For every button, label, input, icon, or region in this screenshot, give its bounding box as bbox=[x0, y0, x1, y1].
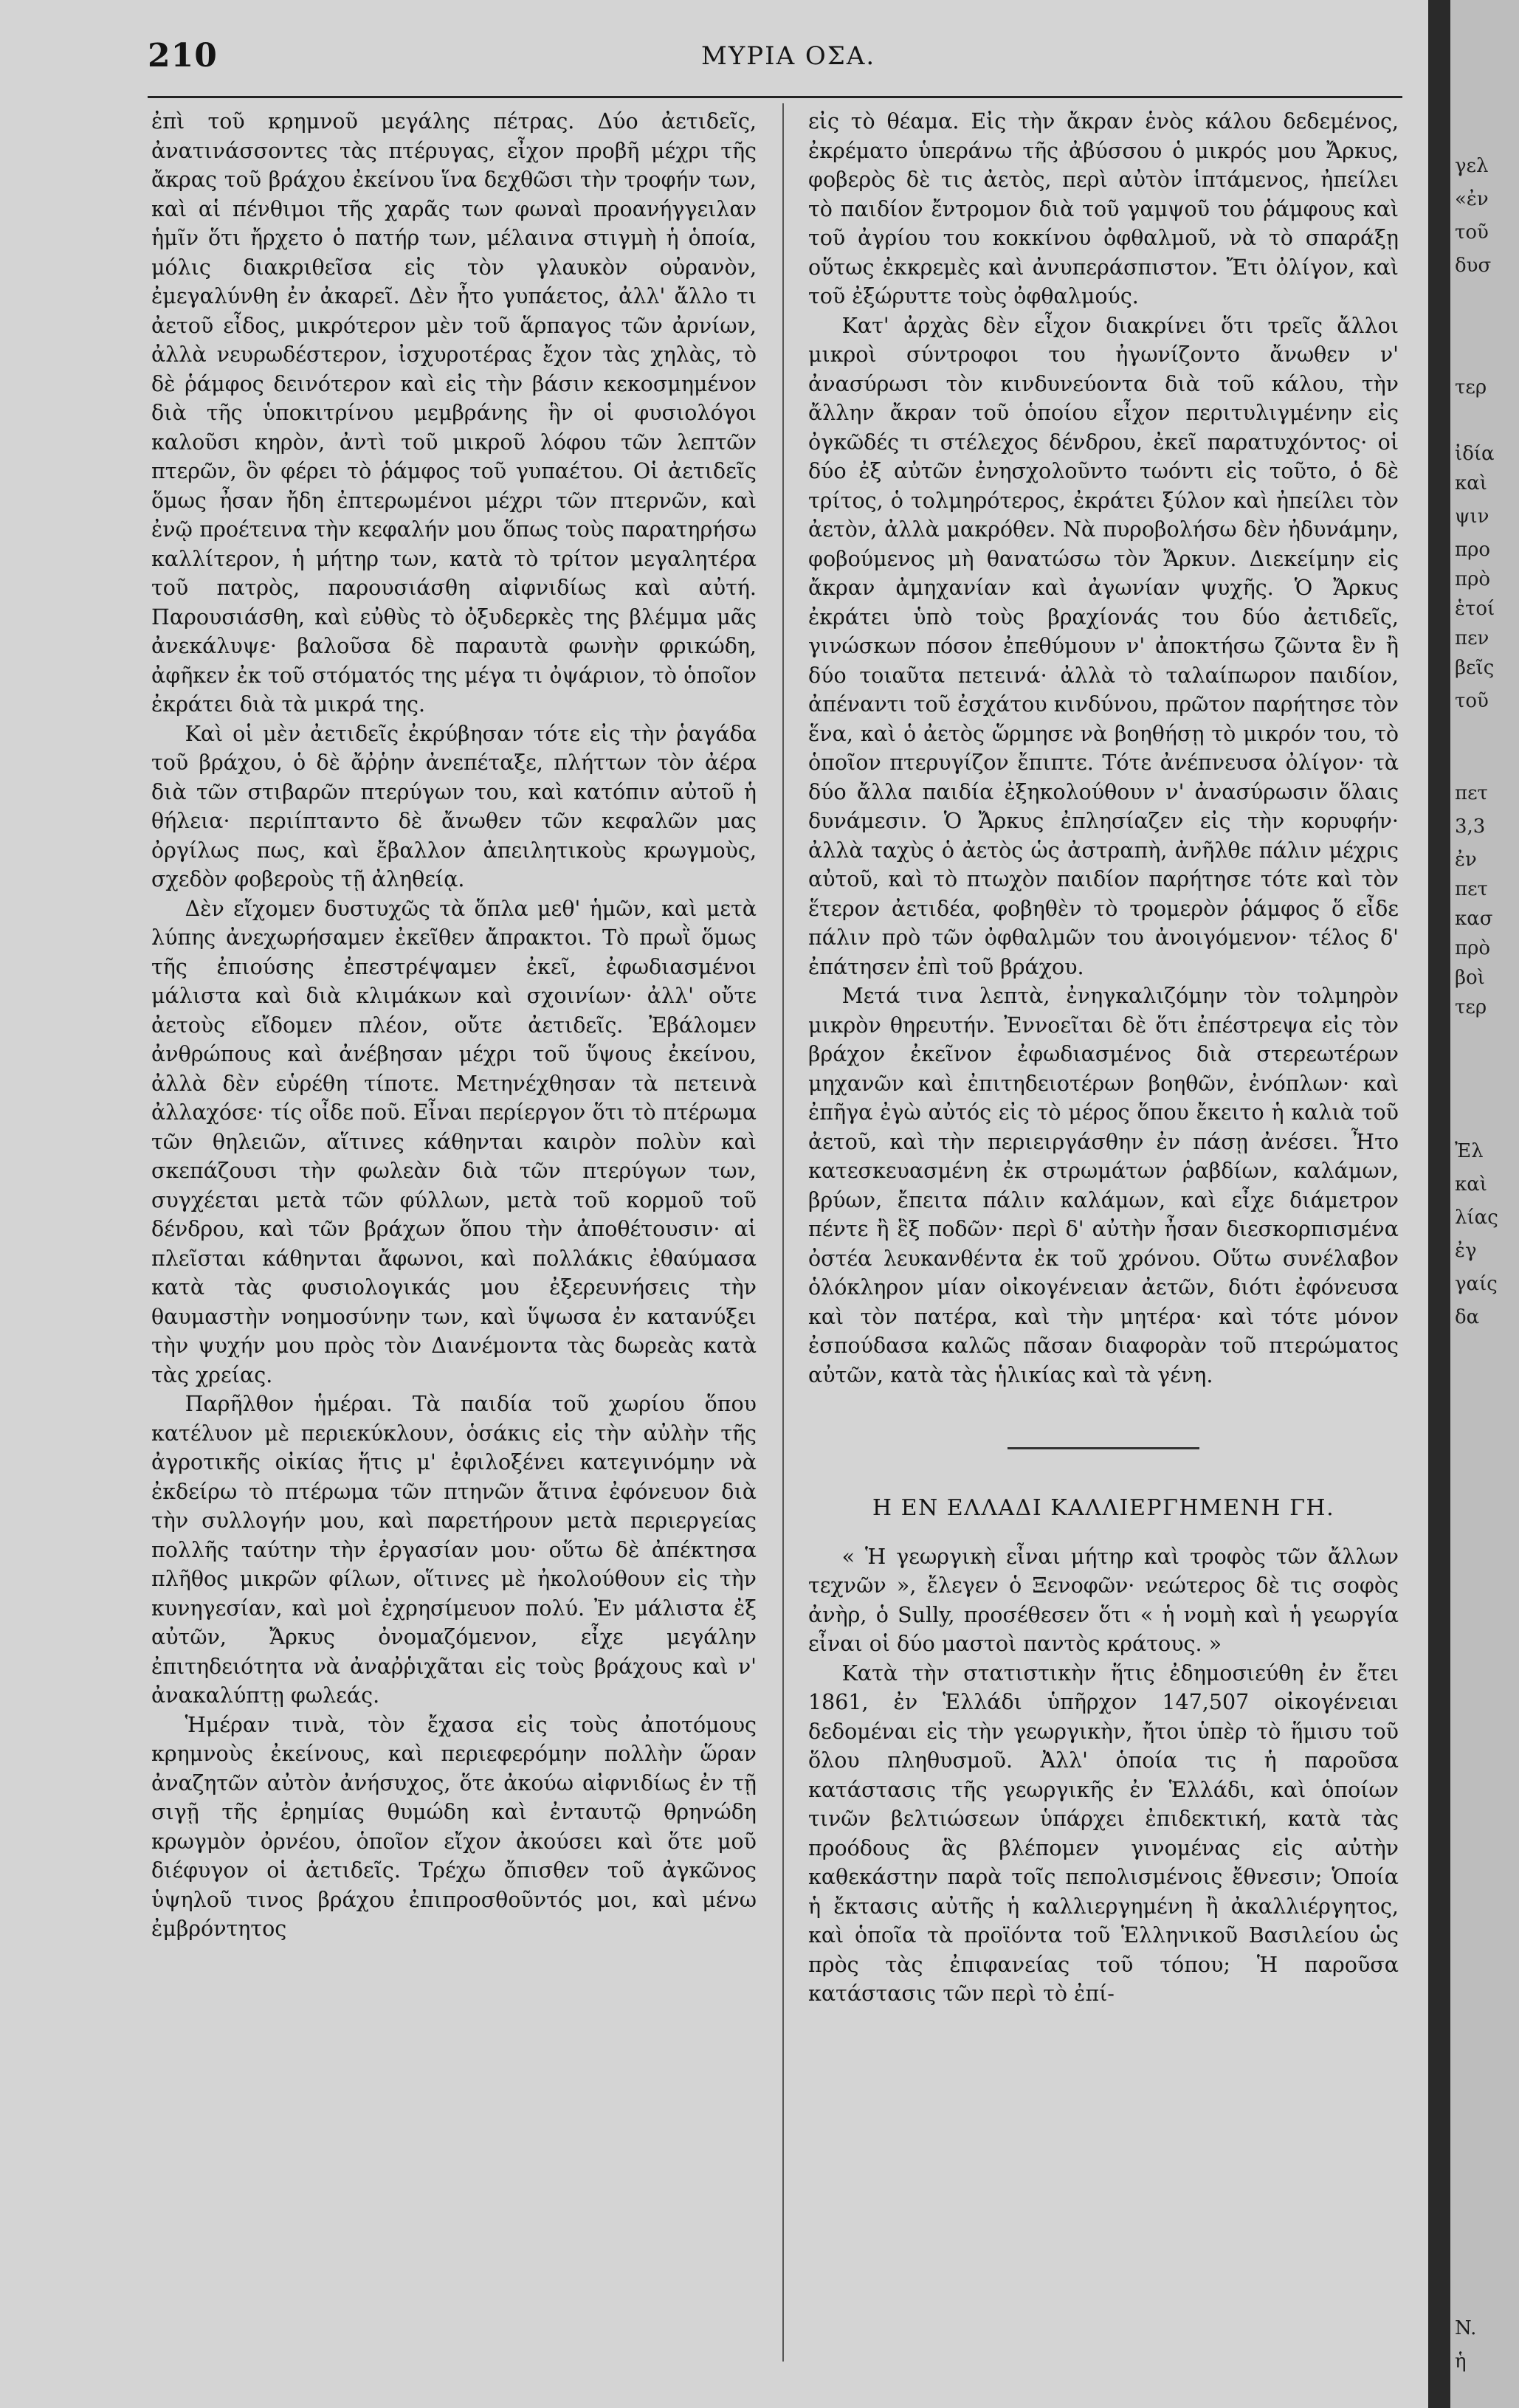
right-paragraph-2: Κατ' ἀρχὰς δὲν εἶχον διακρίνει ὅτι τρεῖς ἄλλοι μικροὶ σύντροφοι του ἠγωνίζοντο ἄνωθεν ν' ἀνασύρωσι τὸν κινδυνεύοντα διὰ τοῦ κάλου, τὴν ἄλλην ἄκραν τοῦ ὁποίου εἶχον περιτυλιγμένην εἰς ὀγκῶδές τι στέλεχος δένδρου, ἐκεῖ παρατυχόντος· οἱ δύο ἐξ αὐτῶν ἐνησχολοῦντο τωόντι εἰς τοῦτο, ὁ δὲ τρίτος, ὁ τολμηρότερος, ἐκράτει ξύλον καὶ ἠπείλει τὸν ἀετὸν, ἀλλὰ μακρόθεν. Νὰ πυροβολήσω δὲν ἠδυνάμην, φοβούμενος μὴ θανατώσω τὸν Ἄρκυν. Διεκείμην εἰς ἄκραν ἀμηχανίαν καὶ ἀγωνίαν ψυχῆς. Ὁ Ἄρκυς ἐκράτει ὑπὸ τοὺς βραχίονάς του δύο ἀετιδεῖς, γινώσκων πόσον ἐπεθύμουν ν' ἀποκτήσω ζῶντα ἓν ἢ δύο τοιαῦτα πετεινά· ἀλλὰ τὸ ταλαίπωρον παιδίον, ἀπέναντι τοῦ ἐσχάτου κινδύνου, πρῶτον παρήτησε τὸν ἕνα, καὶ ὁ ἀετὸς ὥρμησε νὰ βοηθήσῃ τὸ μικρόν του, τὸ ὁποῖον πτερυγίζον ἔπιπτε. Τότε ἀνέπνευσα ὀλίγον· τὰ δύο ἄλλα παιδία ἐξηκολούθουν ν' ἀνασύρωσιν ὅλαις δυνάμεσιν. Ὁ Ἄρκυς ἐπλησίαζεν εἰς τὴν κορυφήν· ἀλλὰ ταχὺς ὁ ἀετὸς ὡς ἀστραπὴ, ἀνῆλθε πάλιν μέχρις αὐτοῦ, καὶ τὸ πτωχὸν παιδίον παρήτησε τότε καὶ τὸν ἕτερον ἀετιδέα, φοβηθὲν τὸ τρομερὸν ῥάμφος ὅ εἶδε πάλιν πρὸ τῶν ὀφθαλμῶν του ἀνοιγόμενον· τέλος δ' ἐπάτησεν ἐπὶ τοῦ βράχου. bbox=[808, 313, 1399, 979]
adjacent-fragment: πετ bbox=[1455, 878, 1488, 900]
adjacent-fragment: τοῦ bbox=[1455, 690, 1489, 712]
adjacent-fragment: Ἐλ bbox=[1455, 1140, 1484, 1162]
adjacent-fragment: ψιν bbox=[1455, 506, 1489, 528]
section-rule bbox=[1008, 1447, 1199, 1449]
adjacent-fragment: «ἐν bbox=[1455, 188, 1489, 210]
adjacent-fragment: τοῦ bbox=[1455, 221, 1489, 244]
section-paragraph-2: Κατὰ τὴν στατιστικὴν ἥτις ἐδημοσιεύθη ἐν ἔτει 1861, ἐν Ἑλλάδι ὑπῆρχον 147,507 οἰκογένειαι δεδομέναι εἰς τὴν γεωργικὴν, ἤτοι ὑπὲρ τὸ ἥμισυ τοῦ ὅλου πληθυσμοῦ. Ἀλλ' ὁποία τις ἡ παροῦσα κατάστασις τῆς γεωργικῆς ἐν Ἑλλάδι, καὶ ὁποίων τινῶν βελτιώσεων ὑπάρχει ἐπιδεκτική, κατὰ τὰς προόδους ἃς βλέπομεν γινομένας εἰς αὐτὴν καθεκάστην παρὰ τοῖς πεπολισμένοις ἔθνεσιν; Ὁποία ἡ ἔκτασις αὐτῆς ἡ καλλιεργημένη ἢ ἀκαλλιέργητος, καὶ ὁποῖα τὰ προϊόντα τοῦ Ἑλληνικοῦ Βασιλείου ὡς πρὸς τὰς ἐπιφανείας τοῦ τόπου; Ἡ παροῦσα κατάστασις τῶν περὶ τὸ ἐπί- bbox=[808, 1660, 1399, 2006]
page-number: 210 bbox=[148, 37, 218, 75]
section-heading: Η ΕΝ ΕΛΛΑΔΙ ΚΑΛΛΙΕΡΓΗΜΕΝΗ ΓΗ. bbox=[872, 1495, 1335, 1521]
adjacent-fragment: πεν bbox=[1455, 627, 1489, 649]
adjacent-fragment: βεῖς bbox=[1455, 657, 1495, 679]
adjacent-fragment: καὶ bbox=[1455, 1173, 1488, 1196]
left-column bbox=[151, 107, 757, 1944]
adjacent-fragment: πρὸ bbox=[1455, 568, 1491, 590]
adjacent-fragment: ἐν bbox=[1455, 849, 1477, 871]
adjacent-fragment: τερ bbox=[1455, 376, 1487, 399]
adjacent-fragment: δυσ bbox=[1455, 255, 1492, 277]
adjacent-fragment: γελ bbox=[1455, 155, 1489, 177]
right-paragraph-1: εἰς τὸ θέαμα. Εἰς τὴν ἄκραν ἑνὸς κάλου δεδεμένος, ἐκρέματο ὑπεράνω τῆς ἀβύσσου ὁ μικρός μου Ἄρκυς, φοβερὸς δὲ τις ἀετὸς, περὶ αὐτὸν ἱπτάμενος, ἠπείλει τὸ παιδίον ἔντρομον διὰ τοῦ γαμψοῦ του ῥάμφους καὶ τοῦ ἀγρίου του κοκκίνου ὀφθαλμοῦ, νὰ τὸ σπαράξῃ οὕτως ἐκκρεμὲς καὶ ἀνυπεράσπιστον. Ἔτι ὀλίγον, καὶ τοῦ ἐξώρυττε τοὺς ὀφθαλμούς. bbox=[808, 109, 1399, 308]
adjacent-fragment: κασ bbox=[1455, 908, 1493, 930]
adjacent-fragment: προ bbox=[1455, 539, 1491, 561]
adjacent-page-edge bbox=[1450, 0, 1519, 2408]
adjacent-fragment: ἑτοί bbox=[1455, 598, 1495, 620]
section-paragraph-1: « Ἡ γεωργικὴ εἶναι μήτηρ καὶ τροφὸς τῶν ἄλλων τεχνῶν », ἔλεγεν ὁ Ξενοφῶν· νεώτερος δὲ τις σοφὸς ἀνὴρ, ὁ Sully, προσέθεσεν ὅτι « ἡ νομὴ καὶ ἡ γεωργία εἶναι οἱ δύο μαστοὶ παντὸς κράτους. » bbox=[808, 1544, 1399, 1656]
adjacent-fragment: τερ bbox=[1455, 996, 1487, 1018]
left-paragraph-3: Δὲν εἴχομεν δυστυχῶς τὰ ὅπλα μεθ' ἡμῶν, καὶ μετὰ λύπης ἀνεχωρήσαμεν ἐκεῖθεν ἄπρακτοι. Τὸ πρωῒ ὅμως τῆς ἐπιούσης ἐπεστρέψαμεν ἐκεῖ, ἐφωδιασμένοι μάλιστα καὶ διὰ κλιμάκων καὶ σχοινίων· ἀλλ' οὔτε ἀετοὺς εἴδομεν πλέον, οὔτε ἀετιδεῖς. Ἐβάλομεν ἀνθρώπους καὶ ἀνέβησαν μέχρι τοῦ ὕψους ἐκείνου, ἀλλὰ δὲν εὑρέθη τίποτε. Μετηνέχθησαν τὰ πετεινὰ ἀλλαχόσε· τίς οἶδε ποῦ. Εἶναι περίεργον ὅτι τὸ πτέρωμα τῶν θηλειῶν, αἵτινες κάθηνται καιρὸν πολὺν καὶ σκεπάζουσι τὴν φωλεὰν διὰ τῶν πτερύγων των, συγχέεται μετὰ τῶν φύλλων, μετὰ τοῦ κορμοῦ τοῦ δένδρου, καὶ τῶν βράχων ὅπου τὴν ἀποθέτουσιν· αἱ πλεῖσται κάθηνται ἄφωνοι, καὶ πολλάκις ἐθαύμασα κατὰ τὰς φυσιολογικάς μου ἐξερευνήσεις τὴν θαυμαστὴν νοημοσύνην των, καὶ ὕψωσα ἐν κατανύξει τὴν ψυχήν μου πρὸς τὸν Διανέμοντα τὰς δωρεὰς κατὰ τὰς χρείας. bbox=[151, 896, 757, 1387]
book-gutter bbox=[1428, 0, 1450, 2408]
adjacent-fragment: πρὸ bbox=[1455, 937, 1491, 959]
header-rule bbox=[148, 96, 1402, 98]
adjacent-fragment: πετ bbox=[1455, 782, 1488, 804]
right-paragraph-3: Μετά τινα λεπτὰ, ἐνηγκαλιζόμην τὸν τολμηρὸν μικρὸν θηρευτήν. Ἐννοεῖται δὲ ὅτι ἐπέστρεψα εἰς τὸν βράχον ἐκεῖνον ἐφωδιασμένος διὰ στερεωτέρων μηχανῶν καὶ ἐπιτηδειοτέρων βοηθῶν, ἐνόπλων· καὶ ἐπῆγα ἐγὼ αὐτός εἰς τὸ μέρος ὅπου ἔκειτο ἡ καλιὰ τοῦ ἀετοῦ, καὶ τὴν περιειργάσθην ἐν πάσῃ ἀνέσει. Ἦτο κατεσκευασμένη ἐκ στρωμάτων ῥαβδίων, καλάμων, βρύων, ἔπειτα πάλιν καλάμων, καὶ εἶχε διάμετρον πέντε ἢ ἓξ ποδῶν· περὶ δ' αὐτὴν ἦσαν διεσκορπισμένα ὀστέα λευκανθέντα ἐκ τοῦ χρόνου. Οὕτω συνέλαβον ὁλόκληρον μίαν οἰκογένειαν ἀετῶν, διότι ἐφόνευσα καὶ τὸν πατέρα, καὶ τὴν μητέρα· καὶ τότε μόνον ἐσπούδασα καλῶς πᾶσαν διαφορὰν τοῦ πτερώματος αὐτῶν, κατὰ τὰς ἡλικίας καὶ τὰ γένη. bbox=[808, 984, 1399, 1387]
adjacent-fragment: γαίς bbox=[1455, 1273, 1498, 1295]
left-paragraph-5: Ἡμέραν τινὰ, τὸν ἔχασα εἰς τοὺς ἀποτόμους κρημνοὺς ἐκείνους, καὶ περιεφερόμην πολλὴν ὥραν ἀναζητῶν αὐτὸν ἀνήσυχος, ὅτε ἀκούω αἰφνιδίως ἐν τῇ σιγῇ τῆς ἐρημίας θυμώδη καὶ ἐνταυτῷ θρηνώδη κρωγμὸν ὀρνέου, ὁποῖον εἴχον ἀκούσει καὶ ὅτε μοῦ διέφυγον οἱ ἀετιδεῖς. Τρέχω ὄπισθεν τοῦ ἀγκῶνος ὑψηλοῦ τινος βράχου ἐπιπροσθοῦντός μοι, καὶ μένω ἐμβρόντητος bbox=[151, 1712, 757, 1941]
right-column bbox=[808, 107, 1399, 2009]
adjacent-fragment: ἐγ bbox=[1455, 1240, 1477, 1262]
left-paragraph-4: Παρῆλθον ἡμέραι. Τὰ παιδία τοῦ χωρίου ὅπου κατέλυον μὲ περιεκύκλουν, ὁσάκις εἰς τὴν αὐλὴν τῆς ἀγροτικῆς οἰκίας ἥτις μ' ἐφιλοξένει κατεγινόμην νὰ ἐκδείρω τὸ πτέρωμα τῶν πτηνῶν ἅτινα ἐφόνευον διὰ τὴν συλλογήν μου, καὶ παρετήρουν μετὰ περιεργείας πολλῆς ταύτην τὴν ἐργασίαν μου· οὕτω δὲ ἀπέκτησα πλῆθος μικρῶν φίλων, οἵτινες μὲ ἠκολούθουν εἰς τὴν κυνηγεσίαν, καὶ μοὶ ἐχρησίμευον πολύ. Ἐν μάλιστα ἐξ αὐτῶν, Ἄρκυς ὀνομαζόμενον, εἶχε μεγάλην ἐπιτηδειότητα νὰ ἀναῤῥιχᾶται εἰς τοὺς βράχους καὶ ν' ἀνακαλύπτῃ φωλεάς. bbox=[151, 1392, 757, 1708]
adjacent-fragment: λίας bbox=[1455, 1207, 1498, 1229]
page-header bbox=[148, 37, 1402, 89]
running-title: ΜΥΡΙΑ ΟΣΑ. bbox=[701, 41, 876, 71]
column-divider bbox=[782, 103, 784, 2362]
adjacent-fragment: βοὶ bbox=[1455, 967, 1485, 989]
adjacent-fragment: καὶ bbox=[1455, 472, 1488, 494]
adjacent-fragment: ἡ bbox=[1455, 2350, 1467, 2373]
adjacent-fragment: δα bbox=[1455, 1306, 1480, 1328]
adjacent-fragment: ἰδία bbox=[1455, 443, 1495, 465]
adjacent-fragment: N. bbox=[1455, 2317, 1477, 2339]
left-paragraph-1: ἐπὶ τοῦ κρημνοῦ μεγάλης πέτρας. Δύο ἀετιδεῖς, ἀνατινάσσοντες τὰς πτέρυγας, εἶχον προβῆ μέχρι τῆς ἄκρας τοῦ βράχου ἐκείνου ἵνα δεχθῶσι τὴν τροφήν των, καὶ αἱ πένθιμοι τῆς χαρᾶς των φωναὶ προανήγγειλαν ἡμῖν ὅτι ἤρχετο ὁ πατήρ των, μέλαινα στιγμὴ ἡ ὁποία, μόλις διακριθεῖσα εἰς τὸν γλαυκὸν οὐρανὸν, ἐμεγαλύνθη ἐν ἀκαρεῖ. Δὲν ἦτο γυπάετος, ἀλλ' ἄλλο τι ἀετοῦ εἶδος, μικρότερον μὲν τοῦ ἅρπαγος τῶν ἀρνίων, ἀλλὰ νευρωδέστερον, ἰσχυροτέρας ἔχον τὰς χηλὰς, τὸ δὲ ῥάμφος δεινότερον καὶ εἰς τὴν βάσιν κεκοσμημένον διὰ τῆς ὑποκιτρίνου μεμβράνης ἣν οἱ φυσιολόγοι καλοῦσι κηρὸν, ἀντὶ τοῦ μικροῦ λόφου τῶν λεπτῶν πτερῶν, ὃν φέρει τὸ ῥάμφος τοῦ γυπαέτου. Οἱ ἀετιδεῖς ὅμως ἦσαν ἤδη ἐπτερωμένοι μέχρι τῶν πτερνῶν, καὶ ἐνῷ προέτεινα τὴν κεφαλήν μου ὅπως τοὺς παρατηρήσω καλλίτερον, ἡ μήτηρ των, κατὰ τὸ τρίτον μεγαλητέρα τοῦ πατρὸς, παρουσιάσθη αἰφνιδίως καὶ αὐτή. Παρουσιάσθη, καὶ εὐθὺς τὸ ὀξυδερκὲς της βλέμμα μᾶς ἀνεκάλυψε· βαλοῦσα δὲ παραυτὰ φωνὴν φρικώδη, ἀφῆκεν ἐκ τοῦ στόματός της μέγα τι ὀψάριον, τὸ ὁποῖον ἐκράτει διὰ τὰ μικρά της. bbox=[151, 109, 757, 717]
adjacent-fragment: 3,3 bbox=[1455, 815, 1486, 838]
left-paragraph-2: Καὶ οἱ μὲν ἀετιδεῖς ἐκρύβησαν τότε εἰς τὴν ῥαγάδα τοῦ βράχου, ὁ δὲ ἄῤῥην ἀνεπέταξε, πλήττων τὸν ἀέρα διὰ τῶν στιβαρῶν πτερύγων του, καὶ κατόπιν αὐτοῦ ἡ θήλεια· περιίπταντο δὲ ἄνωθεν τῶν κεφαλῶν μας ὀργίλως πως, καὶ ἔβαλλον ἀπειλητικοὺς κρωγμοὺς, σχεδὸν φοβεροὺς τῇ ἀληθείᾳ. bbox=[151, 721, 757, 891]
